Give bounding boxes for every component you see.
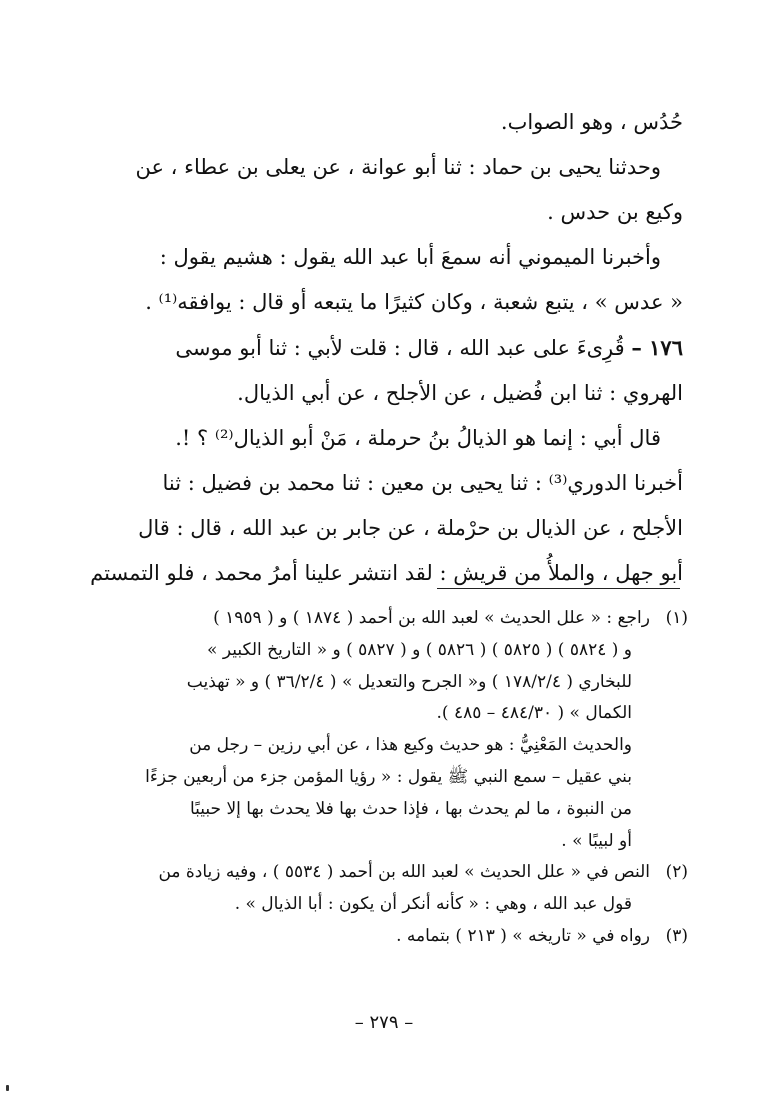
text-line: الهروي : ثنا ابن فُضيل ، عن الأجلح ، عن أبي الذيال. [237,381,683,405]
text-line: وحدثنا يحيى بن حماد : ثنا أبو عوانة ، عن يعلى بن عطاء ، عن [135,155,661,179]
footnote-line: بني عقيل – سمع النبي ﷺ يقول : « رؤيا المؤمن جزء من أربعين جزءًا [145,766,632,787]
footnote-line: والحديث المَعْنِيُّ : هو حديث وكيع هذا ، عن أبي رزين – رجل من [189,735,632,756]
text-line: وكيع بن حدس . [547,200,683,224]
hadith-number: ١٧٦ – [631,335,683,360]
text-line-rest: قُرِىءَ على عبد الله ، قال : قلت لأبي : ثنا أبو موسى [175,336,625,360]
text-line: قال أبي : إنما هو الذيالُ بنُ حرملة ، مَنْ أبو الذيال⁽²⁾ ؟ !. [175,426,661,450]
footnote-line: و ( ٥٨٢٤ ) ( ٥٨٢٥ ) ( ٥٨٢٦ ) و ( ٥٨٢٧ ) و « التاريخ الكبير » [207,639,632,660]
footnote-line: أو لبيبًا » . [561,830,632,851]
main-text [83,100,683,596]
footnote-text: رواه في « تاريخه » ( ٢١٣ ) بتمامه . [396,925,650,946]
text-line [83,325,683,371]
footnote-line: قول عبد الله ، وهي : « كأنه أنكر أن يكون : أبا الذيال » . [234,894,632,915]
scan-speck [6,1085,9,1091]
footnote-1 [83,603,688,635]
text-line: الأجلح ، عن الذيال بن حرْملة ، عن جابر بن عبد الله ، قال : قال [138,516,683,540]
footnote-divider [437,588,680,589]
text-line: حُدُس ، وهو الصواب. [500,110,683,134]
footnote-line: الكمال » ( ٤٨٤/٣٠ – ٤٨٥ ). [436,703,632,724]
footnotes [83,603,688,953]
footnote-label: (١) [665,608,688,628]
footnote-2 [83,857,688,889]
footnote-line: من النبوة ، ما لم يحدث بها ، فإذا حدث بها فلا يحدث بها إلا حبيبًا [189,798,632,819]
footnote-text: راجع : « علل الحديث » لعبد الله بن أحمد ( ١٨٧٤ ) و ( ١٩٥٩ ) [213,608,650,628]
footnote-3 [83,921,688,953]
footnote-line: للبخاري ( ١٧٨/٢/٤ ) و« الجرح والتعديل » ( ٣٦/٢/٤ ) و « تهذيب [186,671,632,692]
text-line: أخبرنا الدوري⁽³⁾ : ثنا يحيى بن معين : ثنا محمد بن فضيل : ثنا [162,471,683,495]
footnote-label: (٢) [665,862,688,883]
footnote-label: (٣) [665,925,688,946]
footnote-text: النص في « علل الحديث » لعبد الله بن أحمد ( ٥٥٣٤ ) ، وفيه زيادة من [158,862,650,883]
page-number: – ٢٧٩ – [354,1012,414,1033]
text-line: وأخبرنا الميموني أنه سمعَ أبا عبد الله يقول : هشيم يقول : [159,245,661,269]
text-line: أبو جهل ، والملأُ من قريش : لقد انتشر علينا أمرُ محمد ، فلو التمستم [90,561,683,585]
text-line: « عدس » ، يتبع شعبة ، وكان كثيرًا ما يتبعه أو قال : يوافقه⁽¹⁾ . [145,290,683,314]
